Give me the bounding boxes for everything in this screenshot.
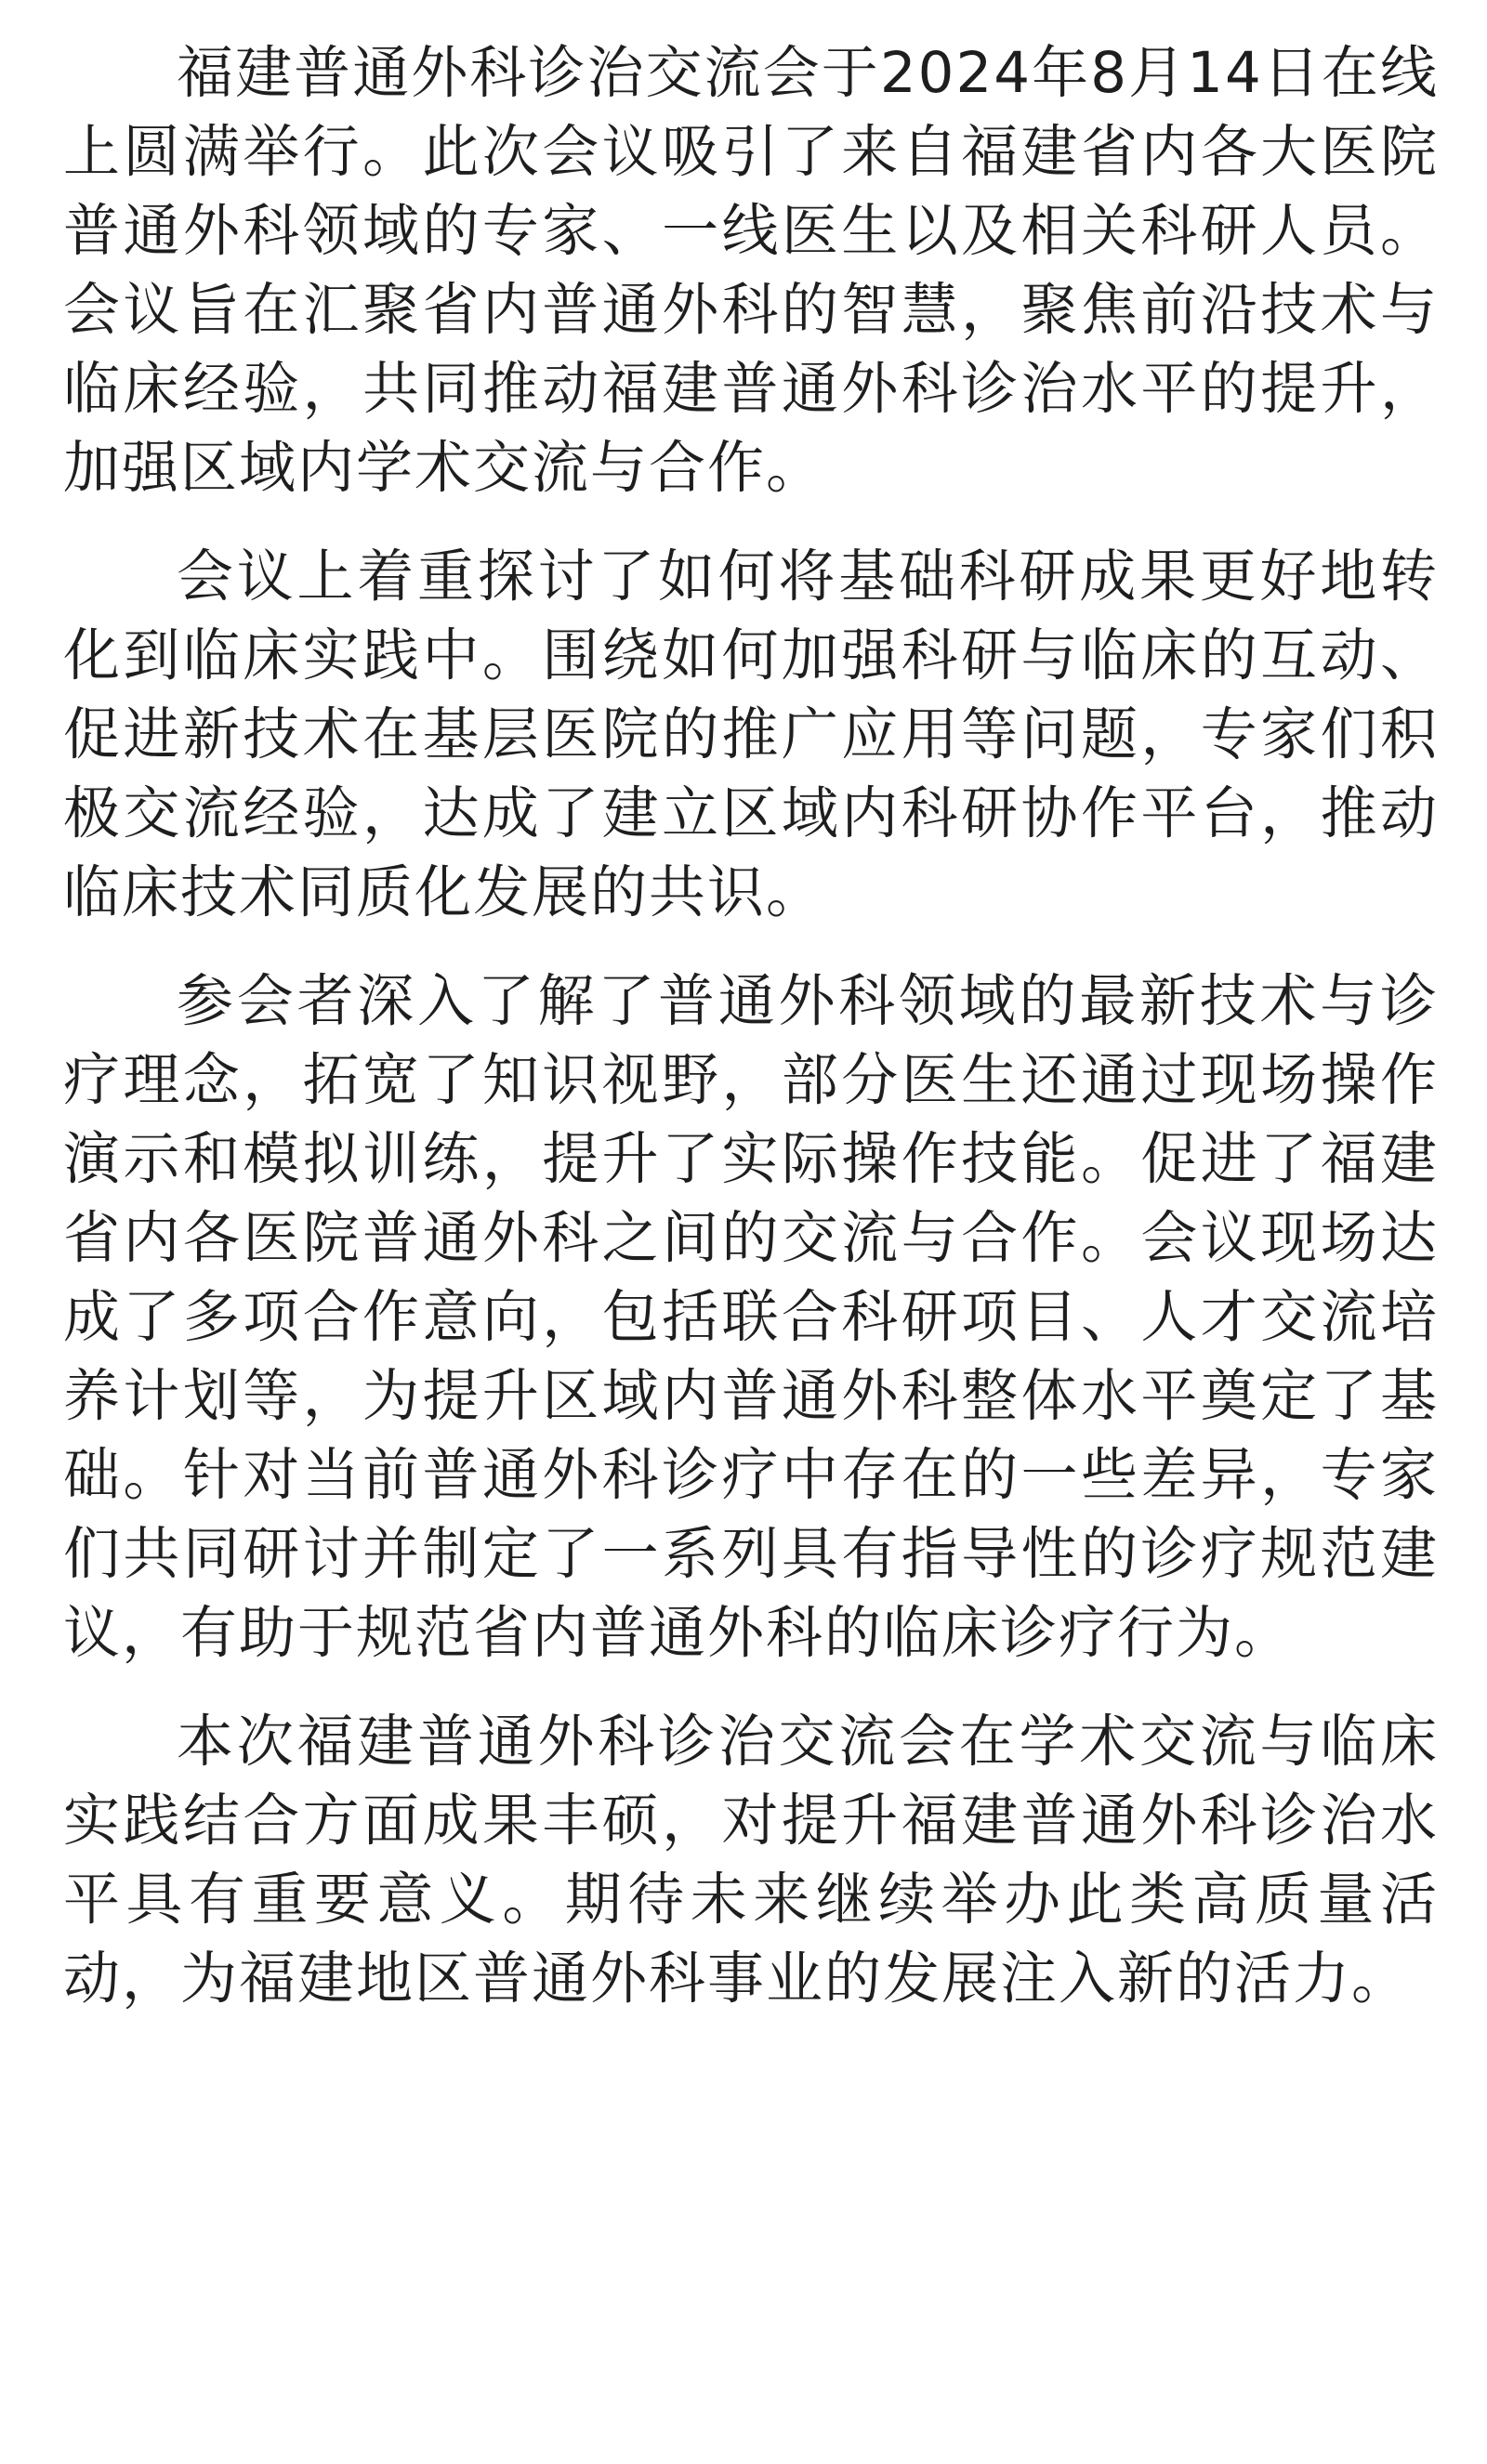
paragraph-research-translation: 会议上着重探讨了如何将基础科研成果更好地转化到临床实践中。围绕如何加强科研与临床的互动、促进新技术在基层医院的推广应用等问题，专家们积极交流经验，达成了建立区域内科研协作平台，推动临床技术同质化发展的共识。 bbox=[63, 544, 1439, 925]
article-body bbox=[63, 33, 1439, 2018]
paragraph-conclusion: 本次福建普通外科诊治交流会在学术交流与临床实践结合方面成果丰硕，对提升福建普通外科诊治水平具有重要意义。期待未来继续举办此类高质量活动，为福建地区普通外科事业的发展注入新的活力。 bbox=[63, 1709, 1439, 2012]
paragraph-outcomes: 参会者深入了解了普通外科领域的最新技术与诊疗理念，拓宽了知识视野，部分医生还通过现场操作演示和模拟训练，提升了实际操作技能。促进了福建省内各医院普通外科之间的交流与合作。会议现场达成了多项合作意向，包括联合科研项目、人才交流培养计划等，为提升区域内普通外科整体水平奠定了基础。针对当前普通外科诊疗中存在的一些差异，专家们共同研讨并制定了一系列具有指导性的诊疗规范建议，有助于规范省内普通外科的临床诊疗行为。 bbox=[63, 968, 1439, 1666]
paragraph-intro: 福建普通外科诊治交流会于2024年8月14日在线上圆满举行。此次会议吸引了来自福建省内各大医院普通外科领域的专家、一线医生以及相关科研人员。会议旨在汇聚省内普通外科的智慧，聚焦前沿技术与临床经验，共同推动福建普通外科诊治水平的提升，加强区域内学术交流与合作。 bbox=[63, 40, 1439, 501]
